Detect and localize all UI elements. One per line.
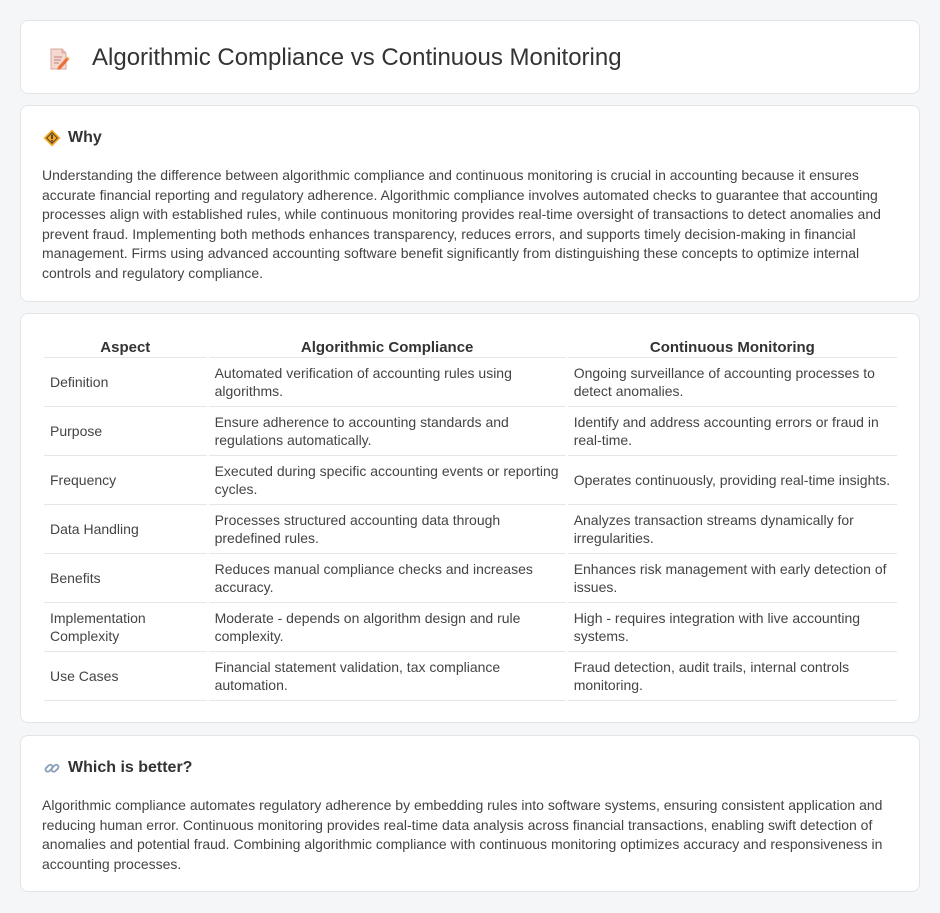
row-algorithmic-compliance: Automated verification of accounting rules using algorithms. (209, 358, 566, 407)
row-continuous-monitoring: Fraud detection, audit trails, internal controls monitoring. (568, 652, 897, 701)
why-heading (43, 127, 102, 149)
comparison-section (20, 313, 920, 723)
table-row (44, 456, 897, 505)
row-algorithmic-compliance: Ensure adherence to accounting standards and regulations automatically. (209, 407, 566, 456)
row-aspect: Data Handling (44, 505, 207, 554)
row-continuous-monitoring: High - requires integration with live accounting systems. (568, 603, 897, 652)
row-aspect: Benefits (44, 554, 207, 603)
row-algorithmic-compliance: Financial statement validation, tax compliance automation. (209, 652, 566, 701)
row-algorithmic-compliance: Executed during specific accounting events or reporting cycles. (209, 456, 566, 505)
why-heading-text: Why (68, 129, 102, 146)
table-row (44, 358, 897, 407)
table-row (44, 652, 897, 701)
link-icon (43, 759, 61, 777)
row-aspect: Implementation Complexity (44, 603, 207, 652)
header-continuous-monitoring: Continuous Monitoring (568, 335, 897, 358)
row-aspect: Definition (44, 358, 207, 407)
row-aspect: Purpose (44, 407, 207, 456)
page-title: Algorithmic Compliance vs Continuous Monitoring (92, 44, 622, 71)
header-aspect: Aspect (44, 335, 207, 358)
table-row (44, 603, 897, 652)
table-row (44, 505, 897, 554)
table-row (44, 407, 897, 456)
why-section (20, 105, 920, 302)
better-heading-text: Which is better? (68, 759, 193, 776)
row-aspect: Frequency (44, 456, 207, 505)
row-continuous-monitoring: Operates continuously, providing real-time insights. (568, 456, 897, 505)
better-heading (43, 757, 192, 779)
row-aspect: Use Cases (44, 652, 207, 701)
row-continuous-monitoring: Identify and address accounting errors or fraud in real-time. (568, 407, 897, 456)
document-pencil-icon (48, 47, 70, 71)
warning-diamond-icon (43, 129, 61, 147)
table-row (44, 554, 897, 603)
comparison-table (42, 335, 899, 701)
row-algorithmic-compliance: Reduces manual compliance checks and increases accuracy. (209, 554, 566, 603)
better-paragraph: Algorithmic compliance automates regulatory adherence by embedding rules into software systems, ensuring consistent application and reducing human error. Continuous monitoring provides real-time data analysis across financial transactions, enabling swift detection of anomalies and potential fraud. Combining algorithmic compliance with continuous monitoring optimizes accuracy and responsiveness in accounting processes. (42, 797, 883, 872)
table-header-row (44, 335, 897, 358)
header-algorithmic-compliance: Algorithmic Compliance (209, 335, 566, 358)
row-continuous-monitoring: Enhances risk management with early detection of issues. (568, 554, 897, 603)
row-algorithmic-compliance: Processes structured accounting data through predefined rules. (209, 505, 566, 554)
row-continuous-monitoring: Analyzes transaction streams dynamically for irregularities. (568, 505, 897, 554)
header-card (20, 20, 920, 94)
why-paragraph: Understanding the difference between algorithmic compliance and continuous monitoring is crucial in accounting because it ensures accurate financial reporting and regulatory adherence. Algorithmic compliance involves automated checks to guarantee that accounting processes align with established rules, while continuous monitoring provides real-time oversight of transactions to detect anomalies and prevent fraud. Implementing both methods enhances transparency, reduces errors, and supports timely decision-making in financial management. Firms using advanced accounting software benefit significantly from distinguishing these concepts to optimize internal controls and regulatory compliance. (42, 167, 881, 281)
which-is-better-section (20, 735, 920, 892)
row-algorithmic-compliance: Moderate - depends on algorithm design and rule complexity. (209, 603, 566, 652)
row-continuous-monitoring: Ongoing surveillance of accounting processes to detect anomalies. (568, 358, 897, 407)
